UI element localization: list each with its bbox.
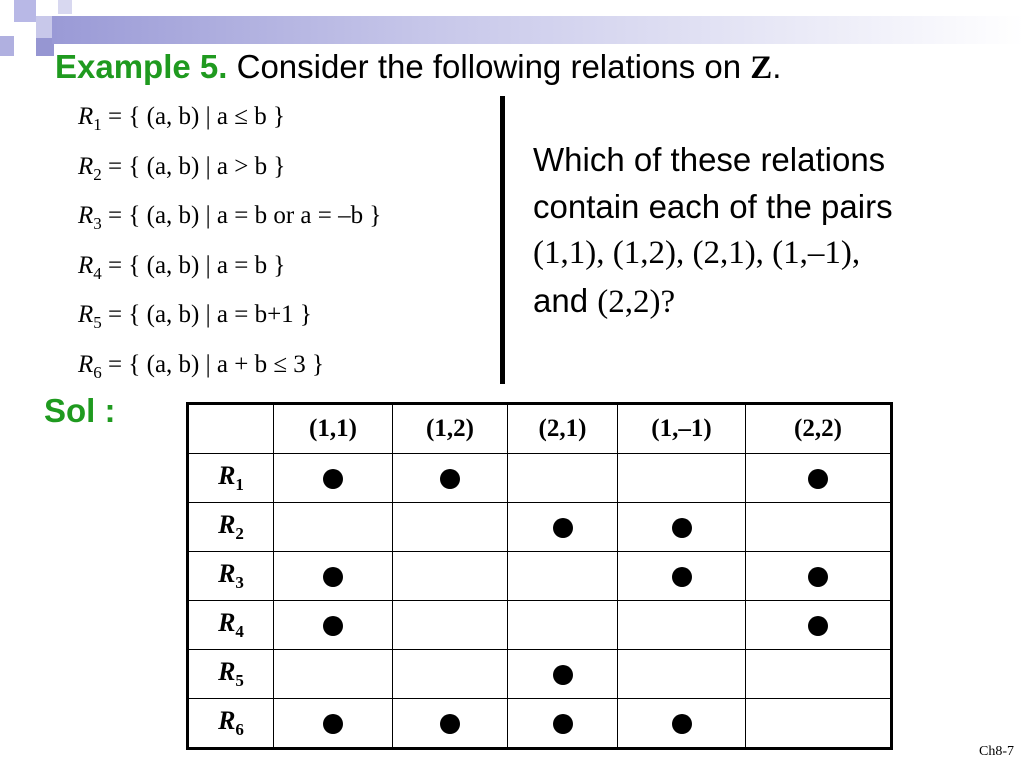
membership-dot-icon <box>323 714 343 734</box>
membership-dot-icon <box>808 469 828 489</box>
solution-label: Sol : <box>44 392 116 429</box>
table-cell <box>393 454 508 503</box>
title-set-symbol: Z <box>750 50 773 86</box>
relation-definition: $R_1$ = { (a, b) | a ≤ b } <box>78 103 285 134</box>
table-cell <box>618 454 746 503</box>
relation-pair-table <box>186 402 893 750</box>
title-text: Consider the following relations on <box>227 48 751 85</box>
table-row <box>188 601 892 650</box>
table-cell <box>746 650 892 699</box>
vertical-divider <box>500 96 505 384</box>
table-cell <box>274 503 393 552</box>
membership-dot-icon <box>553 714 573 734</box>
table-cell <box>618 650 746 699</box>
membership-dot-icon <box>440 714 460 734</box>
page-number: Ch8-7 <box>979 744 1014 759</box>
relation-definition: $R_3$ = { (a, b) | a = b or a = –b } <box>78 202 382 233</box>
table-cell <box>508 503 618 552</box>
row-label: $R_6$ <box>188 699 274 749</box>
row-label: $R_3$ <box>188 552 274 601</box>
table-corner-cell <box>188 404 274 454</box>
table-cell <box>393 699 508 749</box>
membership-dot-icon <box>553 518 573 538</box>
table-cell <box>746 552 892 601</box>
column-header: (1,1) <box>274 404 393 454</box>
row-label: $R_4$ <box>188 601 274 650</box>
table-cell <box>274 454 393 503</box>
table-cell <box>618 503 746 552</box>
title-example-label: Example 5. <box>55 48 228 85</box>
table-cell <box>508 699 618 749</box>
table-cell <box>393 650 508 699</box>
table-cell <box>508 454 618 503</box>
column-header: (2,1) <box>508 404 618 454</box>
table-cell <box>393 552 508 601</box>
table-cell <box>618 601 746 650</box>
table-header-row <box>188 404 892 454</box>
membership-dot-icon <box>440 469 460 489</box>
table-row <box>188 650 892 699</box>
table-row <box>188 699 892 749</box>
table-cell <box>618 552 746 601</box>
membership-dot-icon <box>323 469 343 489</box>
table-cell <box>508 552 618 601</box>
table-cell <box>746 699 892 749</box>
slide-title <box>55 48 781 87</box>
column-header: (2,2) <box>746 404 892 454</box>
membership-dot-icon <box>808 616 828 636</box>
header-gradient-bar <box>52 16 1024 44</box>
relation-definition: $R_2$ = { (a, b) | a > b } <box>78 152 286 184</box>
table-cell <box>274 650 393 699</box>
table-row <box>188 503 892 552</box>
table-cell <box>746 601 892 650</box>
table-cell <box>508 650 618 699</box>
row-label: $R_2$ <box>188 503 274 552</box>
table-cell <box>393 503 508 552</box>
membership-dot-icon <box>323 616 343 636</box>
relation-definition: $R_6$ = { (a, b) | a + b ≤ 3 } <box>78 350 325 382</box>
title-period: . <box>772 48 782 85</box>
relations-list <box>78 92 381 389</box>
table-row <box>188 454 892 503</box>
membership-dot-icon <box>672 518 692 538</box>
membership-dot-icon <box>553 665 573 685</box>
relation-definition: $R_4$ = { (a, b) | a = b } <box>78 251 286 283</box>
table-row <box>188 552 892 601</box>
row-label: $R_1$ <box>188 454 274 503</box>
column-header: (1,2) <box>393 404 508 454</box>
question-text: Which of these relations contain each of the pairs (1,1), (1,2), (2,1), (1,–1), and (2,2)? <box>533 141 893 320</box>
table-cell <box>274 699 393 749</box>
membership-dot-icon <box>808 567 828 587</box>
table-cell <box>508 601 618 650</box>
relation-definition: $R_5$ = { (a, b) | a = b+1 } <box>78 301 312 332</box>
membership-dot-icon <box>672 567 692 587</box>
table-cell <box>618 699 746 749</box>
table-cell <box>746 503 892 552</box>
membership-dot-icon <box>323 567 343 587</box>
table-cell <box>274 552 393 601</box>
membership-dot-icon <box>672 714 692 734</box>
table-cell <box>274 601 393 650</box>
row-label: $R_5$ <box>188 650 274 699</box>
table-cell <box>393 601 508 650</box>
column-header: (1,–1) <box>618 404 746 454</box>
table-cell <box>746 454 892 503</box>
